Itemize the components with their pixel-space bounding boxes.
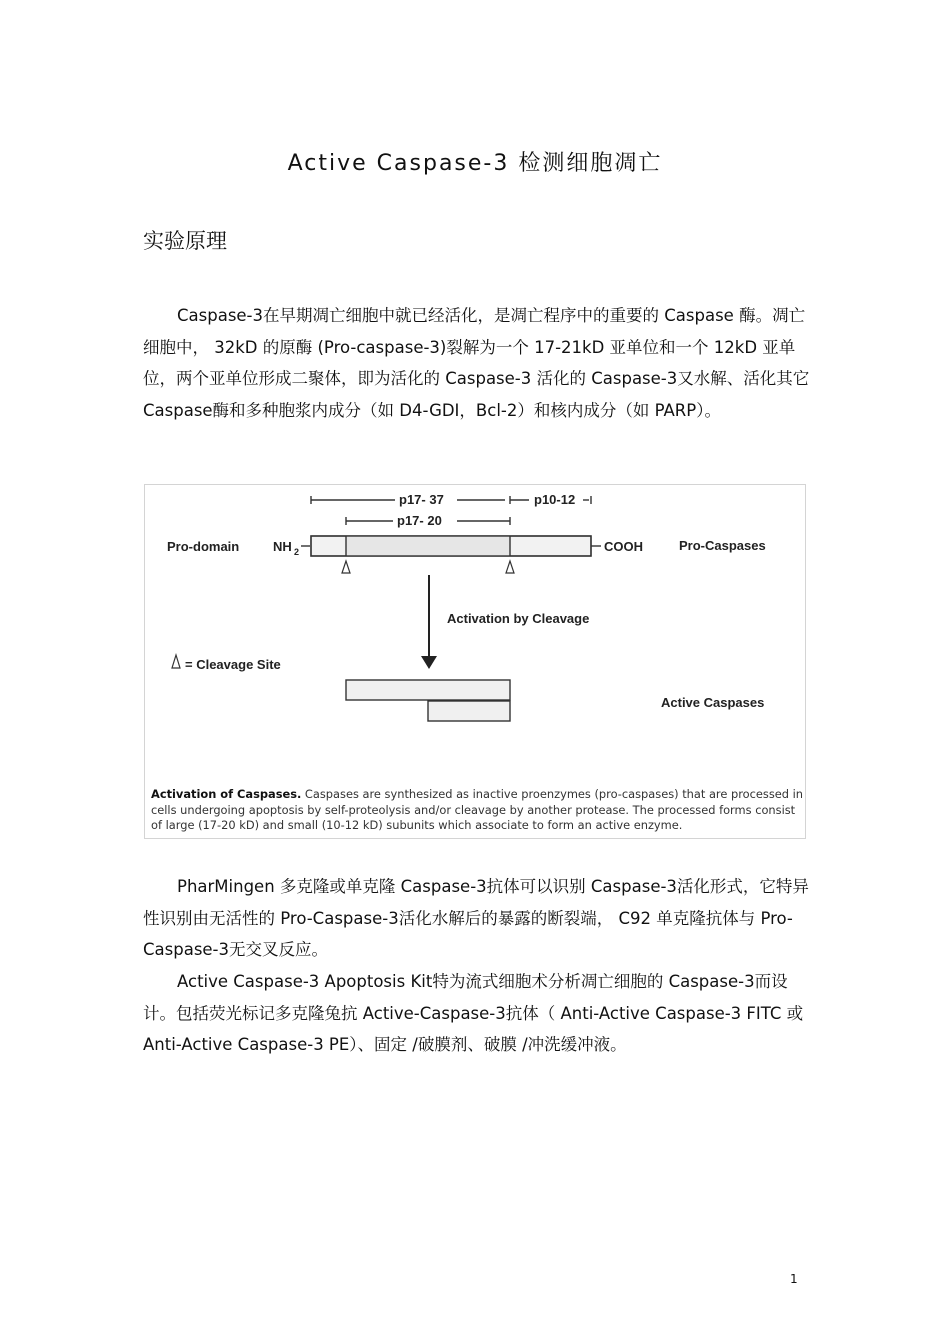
- paragraph-principle-text: Caspase-3在早期凋亡细胞中就已经活化，是凋亡程序中的重要的 Caspase 酶。凋亡细胞中， 32kD 的原酶 (Pro-caspase-3)裂解为一个 17-21kD 亚单位和一个 12kD 亚单位，两个亚单位形成二聚体，即为活化的 Caspase-3 活化的 Caspase-3又水解、活化其它 Caspase酶和多种胞浆内成分（如 D4-GDI，Bcl-2）和核内成分（如 PARP）。: [143, 306, 810, 420]
- cleavage-site-icon: [342, 561, 350, 573]
- large-subunit-region: [346, 536, 510, 556]
- caspase-activation-figure: [144, 484, 806, 839]
- label-nh2-subscript: 2: [294, 547, 300, 557]
- label-nh2: NH: [273, 539, 292, 554]
- label-p17-37: p17- 37: [399, 492, 444, 507]
- label-cooh: COOH: [604, 539, 643, 554]
- paragraph-kit-text: Active Caspase-3 Apoptosis Kit特为流式细胞术分析凋亡细胞的 Caspase-3而设计。包括荧光标记多克隆兔抗 Active-Caspase-3抗体（ Anti-Active Caspase-3 FITC 或 Anti-Active Caspase-3 PE）、固定 /破膜剂、破膜 /冲洗缓冲液。: [143, 972, 804, 1054]
- paragraph-antibody-text: PharMingen 多克隆或单克隆 Caspase-3抗体可以识别 Caspase-3活化形式，它特异性识别由无活性的 Pro-Caspase-3活化水解后的暴露的断裂端， C92 单克隆抗体与 Pro-Caspase-3无交叉反应。: [143, 877, 809, 959]
- section-heading: 实验原理: [143, 229, 227, 253]
- figure-caption: [151, 787, 803, 834]
- caption-bold: Activation of Caspases.: [151, 787, 302, 801]
- paragraph-principle: [143, 300, 811, 426]
- label-procaspases: Pro-Caspases: [679, 538, 766, 553]
- label-active-caspases: Active Caspases: [661, 695, 765, 710]
- large-subunit-bar: [346, 680, 510, 700]
- paragraph-antibody: [143, 871, 811, 966]
- caspase-diagram: [145, 485, 805, 785]
- label-p17-20: p17- 20: [397, 513, 442, 528]
- label-activation: Activation by Cleavage: [447, 611, 590, 626]
- arrow-down-icon: [421, 656, 437, 669]
- label-cleavage-site: = Cleavage Site: [185, 657, 281, 672]
- caption-text: Caspases are synthesized as inactive proenzymes (pro-caspases) that are processed in cells undergoing apoptosis by self-proteolysis and/or cleavage by another protease. The processed forms consist of large (17-20 kD) and small (10-12 kD) subunits which associate to form an active enzyme.: [151, 787, 804, 832]
- label-prodomain: Pro-domain: [167, 539, 240, 554]
- small-subunit-bar: [428, 701, 510, 721]
- document-title: Active Caspase-3 检测细胞凋亡: [287, 151, 663, 176]
- label-p10-12: p10-12: [534, 492, 576, 507]
- page-number: 1: [790, 1272, 798, 1286]
- cleavage-site-icon: [506, 561, 514, 573]
- paragraph-kit: [143, 966, 811, 1061]
- cleavage-legend-icon: [172, 655, 180, 668]
